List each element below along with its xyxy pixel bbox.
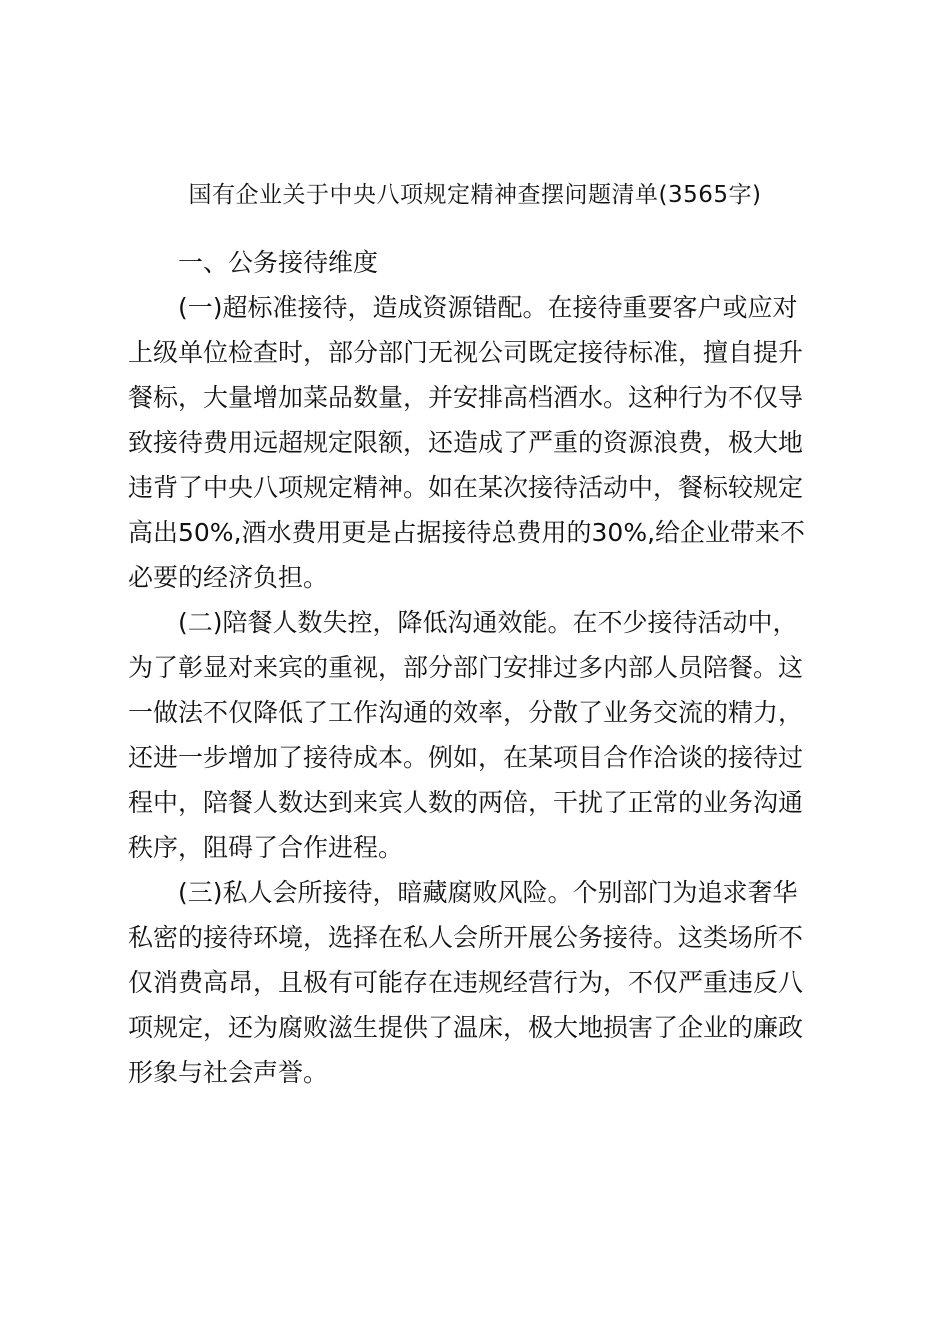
paragraph-line: 上级单位检查时，部分部门无视公司既定接待标准，擅自提升 <box>128 338 804 367</box>
paragraph-2 <box>128 600 832 870</box>
paragraph-line: 项规定，还为腐败滋生提供了温床，极大地损害了企业的廉政 <box>128 1013 804 1042</box>
paragraph-line: 私密的接待环境，选择在私人会所开展公务接待。这类场所不 <box>128 923 804 952</box>
section-heading: 一、公务接待维度 <box>178 248 379 277</box>
paragraph-line: (二)陪餐人数失控，降低沟通效能。在不少接待活动中， <box>178 608 798 637</box>
document-body <box>128 240 832 1095</box>
paragraph-line: (一)超标准接待，造成资源错配。在接待重要客户或应对 <box>178 293 798 322</box>
paragraph-line: 高出50%,酒水费用更是占据接待总费用的30%,给企业带来不 <box>128 518 806 547</box>
paragraph-line: 程中，陪餐人数达到来宾人数的两倍，干扰了正常的业务沟通 <box>128 788 804 817</box>
paragraph-line: 形象与社会声誉。 <box>128 1058 329 1087</box>
paragraph-3 <box>128 870 832 1095</box>
paragraph-line: 仅消费高昂，且极有可能存在违规经营行为，不仅严重违反八 <box>128 968 804 997</box>
paragraph-line: 一做法不仅降低了工作沟通的效率，分散了业务交流的精力， <box>128 698 804 727</box>
paragraph-line: 致接待费用远超规定限额，还造成了严重的资源浪费，极大地 <box>128 428 804 457</box>
paragraph-line: 必要的经济负担。 <box>128 563 329 592</box>
paragraph-line: 违背了中央八项规定精神。如在某次接待活动中，餐标较规定 <box>128 473 804 502</box>
paragraph-line: 还进一步增加了接待成本。例如，在某项目合作洽谈的接待过 <box>128 743 804 772</box>
paragraph-line: 为了彰显对来宾的重视，部分部门安排过多内部人员陪餐。这 <box>128 653 804 682</box>
paragraph-line: 秩序，阻碍了合作进程。 <box>128 833 404 862</box>
document-title: 国有企业关于中央八项规定精神查摆问题清单(3565字) <box>188 182 762 208</box>
paragraph-1 <box>128 285 832 600</box>
paragraph-line: (三)私人会所接待，暗藏腐败风险。个别部门为追求奢华 <box>178 878 798 907</box>
paragraph-line: 餐标，大量增加菜品数量，并安排高档酒水。这种行为不仅导 <box>128 383 804 412</box>
